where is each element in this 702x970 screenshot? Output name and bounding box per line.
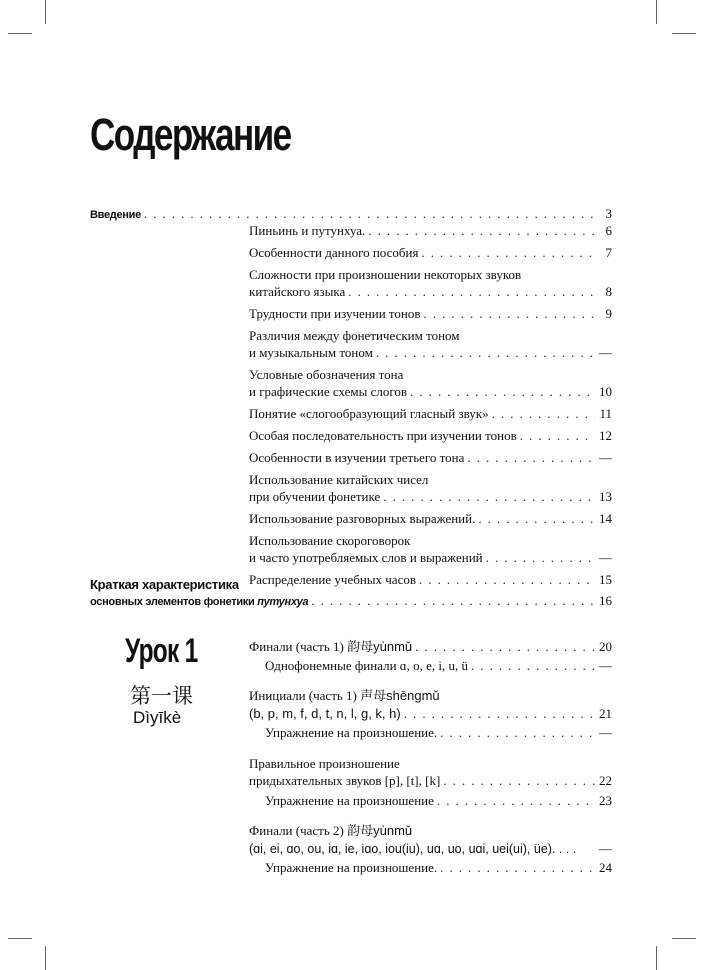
toc-entry-intro-item[interactable]	[249, 571, 612, 588]
toc-page-number: 14	[599, 511, 612, 526]
toc-entry-label: Введение	[90, 209, 141, 221]
leader-dots	[348, 283, 595, 300]
toc-page-number: 7	[605, 245, 612, 260]
toc-page-number: 23	[599, 793, 612, 808]
leader-dots	[311, 592, 595, 609]
toc-page-number: 9	[605, 306, 612, 321]
lesson-chinese: 第一课	[130, 684, 193, 708]
toc-entry-aspirated-line1: Правильное произношение	[249, 756, 400, 771]
crop-mark	[656, 0, 657, 24]
toc-entry-label: Особенности данного пособия	[249, 245, 419, 260]
toc-entry-label: и часто употребляемых слов и выражений	[249, 550, 483, 565]
toc-entry-aspirated-sub[interactable]: Упражнение на произношение . . . 23	[265, 792, 612, 809]
toc-page-number: 8	[605, 284, 612, 299]
toc-page-number: —	[599, 658, 612, 673]
crop-mark	[656, 946, 657, 970]
toc-page-number: 12	[599, 428, 612, 443]
leader-dots	[410, 383, 595, 400]
toc-entry-intro-item[interactable]	[249, 344, 612, 361]
toc-entry-label: Трудности при изучении тонов	[249, 306, 421, 321]
leader-dots	[376, 344, 595, 361]
leader-dots	[424, 305, 595, 322]
toc-entry-finals1-sub[interactable]: Однофонемные финали ɑ, o, e, i, u, ü . . . —	[265, 657, 612, 674]
toc-entry-aspirated[interactable]: придыхательных звуков [p], [t], [k] . . . 22	[249, 772, 612, 789]
toc-entry-intro-item[interactable]	[249, 383, 612, 400]
leader-dots	[437, 792, 595, 809]
lesson-pinyin: Dìyīkè	[133, 708, 182, 727]
toc-page-number: 16	[599, 593, 612, 608]
leader-dots	[368, 222, 595, 239]
leader-dots	[419, 571, 595, 588]
leader-dots	[492, 405, 595, 422]
leader-dots	[467, 449, 595, 466]
leader-dots	[421, 244, 595, 261]
toc-entry-label: Использование разговорных выражений.	[249, 511, 476, 526]
toc-entry-line: Сложности при произношении некоторых звуков	[249, 267, 522, 282]
toc-entry-label: и музыкальным тоном	[249, 345, 373, 360]
toc-entry-line: Использование китайских чисел	[249, 472, 429, 487]
crop-mark	[45, 0, 46, 24]
toc-page-number: 20	[599, 639, 612, 654]
toc-entry-label: и графические схемы слогов	[249, 384, 408, 399]
crop-mark	[672, 938, 696, 939]
toc-entry-intro-item[interactable]	[249, 488, 612, 505]
toc-entry-intro-item[interactable]	[249, 510, 612, 527]
toc-entry-label: основных элементов фонетики путунхуа	[90, 596, 309, 608]
toc-entry-label: Распределение учебных часов	[249, 572, 416, 587]
crop-mark	[672, 33, 696, 34]
toc-entry-intro-item[interactable]	[249, 222, 612, 239]
lesson-label: Урок 1	[125, 632, 198, 670]
toc-entry-intro-item[interactable]	[249, 449, 612, 466]
toc-entry-brief-line1: Краткая характеристика	[90, 577, 239, 592]
toc-entry-intro-item[interactable]	[249, 244, 612, 261]
toc-entry-label: Пиньинь и путунхуа.	[249, 223, 366, 238]
toc-page-number: 21	[599, 706, 612, 721]
leader-dots	[478, 510, 595, 527]
toc-page-number: —	[599, 841, 612, 856]
toc-page-number: 22	[599, 773, 612, 788]
toc-entry-intro-item[interactable]	[249, 427, 612, 444]
toc-entry-label: Особая последовательность при изучении тонов	[249, 428, 517, 443]
toc-page-number: 15	[599, 572, 612, 587]
leader-dots	[486, 549, 595, 566]
toc-page-number: —	[599, 450, 612, 465]
toc-entry-label: Понятие «слогообразующий гласный звук»	[249, 406, 489, 421]
crop-mark	[8, 938, 32, 939]
toc-entry-label: китайского языка	[249, 284, 346, 299]
toc-entry-line: Использование скороговорок	[249, 533, 411, 548]
toc-page-number: 24	[599, 860, 612, 875]
crop-mark	[45, 946, 46, 970]
toc-entry-intro-item[interactable]	[249, 283, 612, 300]
toc-page-number: —	[599, 345, 612, 360]
leader-dots	[471, 657, 595, 674]
toc-page-number: 3	[605, 206, 612, 221]
toc-entry-initials1[interactable]: (b, p, m, f, d, t, n, l, g, k, h) . . . 21	[249, 705, 612, 722]
toc-entry-finals2-sub[interactable]: Упражнение на произношение. . . . 24	[265, 859, 612, 876]
leader-dots	[440, 859, 595, 876]
leader-dots	[443, 772, 595, 789]
toc-page-number: 11	[599, 406, 612, 421]
toc-entry-brief[interactable]	[90, 592, 612, 611]
toc-entry-intro-item[interactable]	[249, 405, 612, 422]
crop-mark	[8, 33, 32, 34]
leader-dots	[415, 638, 595, 655]
toc-page-number: —	[599, 725, 612, 740]
toc-page-number: 6	[605, 223, 612, 238]
leader-dots	[520, 427, 595, 444]
toc-entry-initials1-line1: Инициали (часть 1) 声母shēngmǔ	[249, 688, 440, 703]
toc-entry-finals1[interactable]: Финали (часть 1) 韵母yùnmǔ . . . 20	[249, 638, 612, 655]
toc-entry-finals2-line1: Финали (часть 2) 韵母yùnmǔ	[249, 823, 413, 838]
toc-entry-finals2[interactable]: (ɑi, ei, ɑo, ou, iɑ, ie, iɑo, iou(iu), uɑ, uo, uɑi, uei(ui), üe). . . . —	[249, 841, 612, 856]
toc-entry-intro-item[interactable]	[249, 305, 612, 322]
toc-entry-line: Условные обозначения тона	[249, 367, 404, 382]
toc-entry-initials1-sub[interactable]: Упражнение на произношение. . . . —	[265, 724, 612, 741]
toc-entry-label: при обучении фонетике	[249, 489, 381, 504]
toc-page-number: —	[599, 550, 612, 565]
leader-dots	[404, 705, 595, 722]
toc-entry-label: Особенности в изучении третьего тона	[249, 450, 465, 465]
toc-entry-line: Различия между фонетическим тоном	[249, 328, 460, 343]
page-title: Содержание	[90, 109, 291, 160]
leader-dots	[144, 205, 595, 222]
leader-dots	[383, 488, 595, 505]
leader-dots	[440, 724, 595, 741]
toc-entry-intro-item[interactable]	[249, 549, 612, 566]
toc-page-number: 10	[599, 384, 612, 399]
toc-page-number: 13	[599, 489, 612, 504]
